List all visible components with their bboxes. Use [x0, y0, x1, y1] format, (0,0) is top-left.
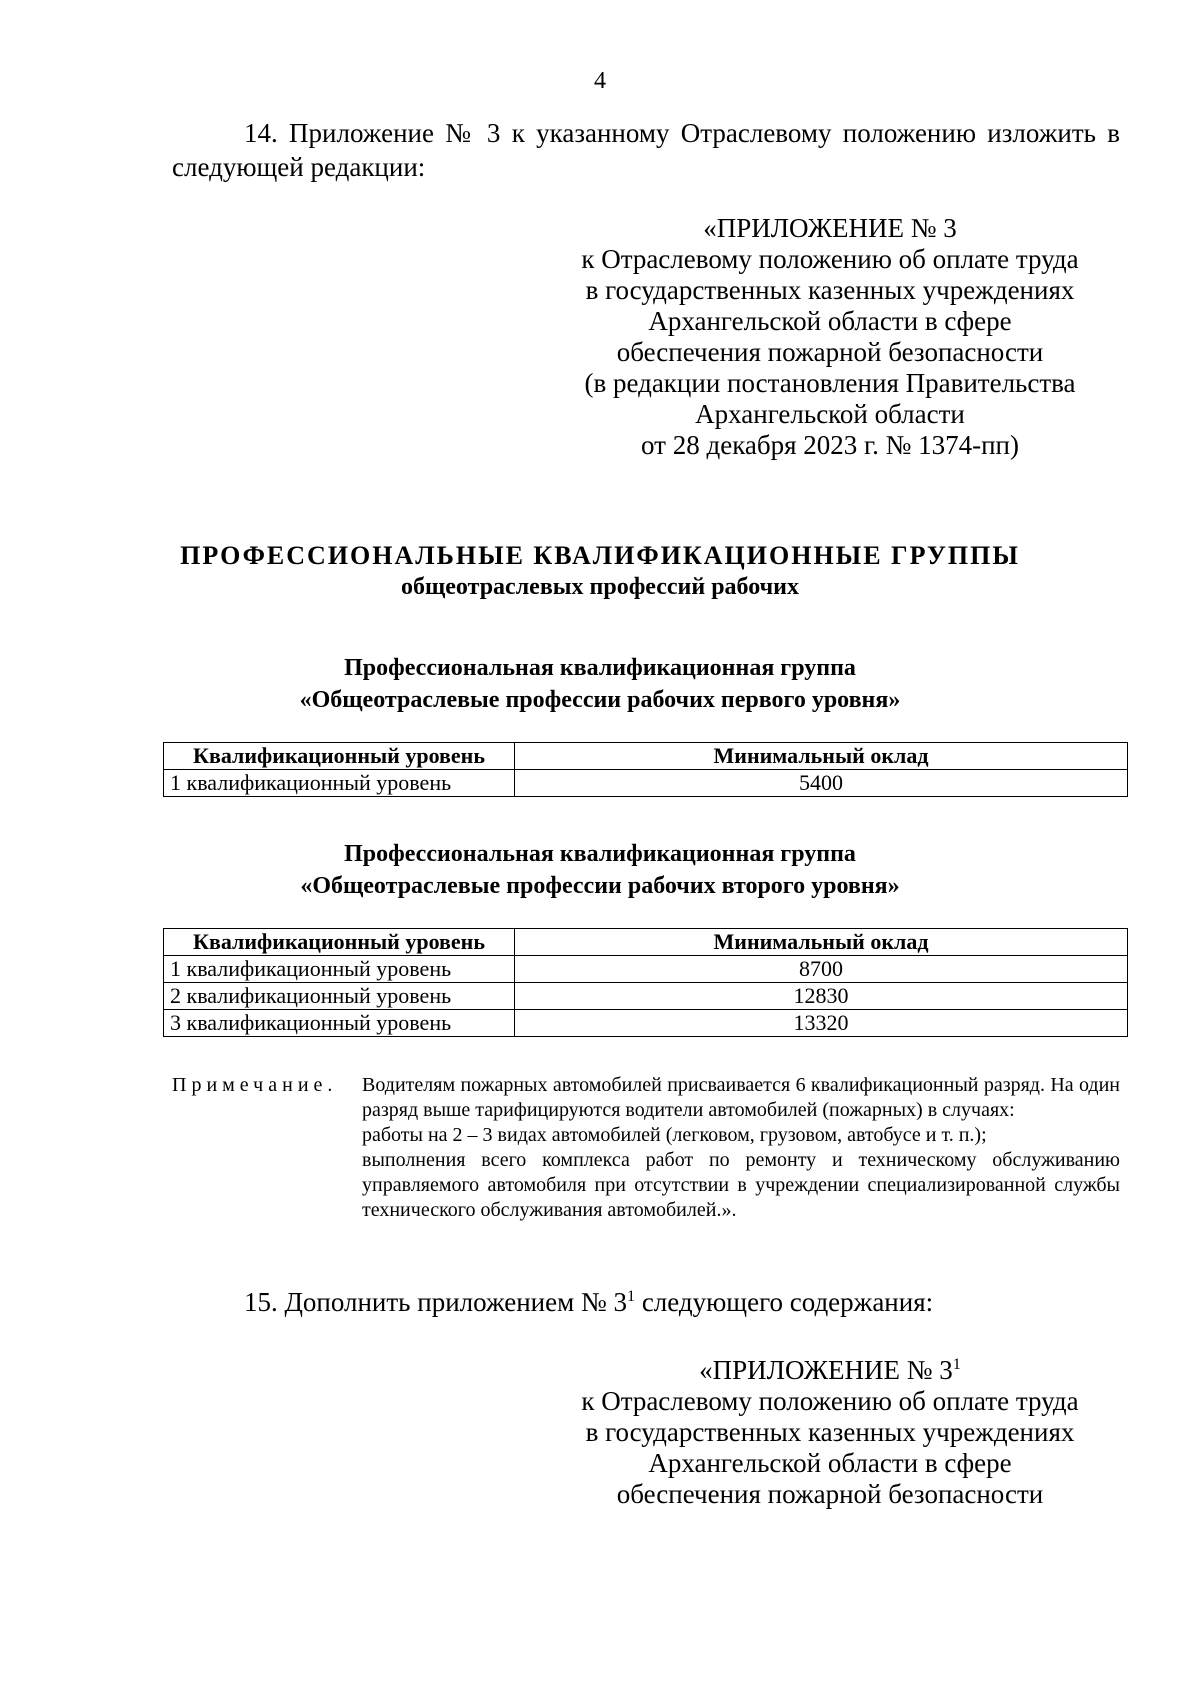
cell-salary: 12830 — [515, 983, 1128, 1010]
item-15-text-end: следующего содержания: — [635, 1287, 934, 1317]
appendix-3-line: Архангельской области в сфере — [648, 306, 1012, 336]
appendix-3-line: в государственных казенных учреждениях — [585, 275, 1075, 305]
note-paragraph: Водителям пожарных автомобилей присваивается 6 квалификационный разряд. На один разряд выше тарифицируются водители автомобилей (пожарных) в случаях: — [362, 1074, 1120, 1121]
group-2-title — [0, 838, 1200, 902]
appendix-3-1-first-line — [560, 1355, 1100, 1386]
note-paragraph: работы на 2 – 3 видах автомобилей (легковом, грузовом, автобусе и т. п.); — [362, 1124, 987, 1146]
note-body — [362, 1073, 1120, 1223]
appendix-3-line: (в редакции постановления Правительства — [584, 368, 1076, 398]
appendix-3-1-title: «ПРИЛОЖЕНИЕ № 3 — [699, 1355, 953, 1385]
table-row — [164, 770, 1128, 797]
appendix-3-1-line: Архангельской области в сфере — [648, 1448, 1012, 1478]
appendix-3-header — [560, 213, 1100, 461]
table-header-row — [164, 929, 1128, 956]
cell-level: 1 квалификационный уровень — [164, 956, 515, 983]
cell-level: 2 квалификационный уровень — [164, 983, 515, 1010]
note-label: Примечание. — [172, 1074, 338, 1096]
appendix-3-1-line: в государственных казенных учреждениях — [585, 1417, 1075, 1447]
appendix-3-1-header — [560, 1355, 1100, 1510]
appendix-3-1-superscript: 1 — [952, 1355, 961, 1373]
appendix-3-1-line: к Отраслевому положению об оплате труда — [581, 1386, 1079, 1416]
table-row — [164, 956, 1128, 983]
page-number: 4 — [594, 68, 606, 94]
group-1-title-line: «Общеотраслевые профессии рабочих первого уровня» — [299, 687, 901, 713]
group-1-table — [163, 742, 1128, 797]
appendix-3-line: обеспечения пожарной безопасности — [616, 337, 1044, 367]
table-row — [164, 983, 1128, 1010]
header-level: Квалификационный уровень — [164, 929, 515, 956]
cell-salary: 8700 — [515, 956, 1128, 983]
appendix-3-line: «ПРИЛОЖЕНИЕ № 3 — [703, 213, 957, 243]
appendix-3-line: от 28 декабря 2023 г. № 1374-пп) — [641, 430, 1019, 460]
cell-salary: 13320 — [515, 1010, 1128, 1037]
item-15-text: 15. Дополнить приложением № 3 — [244, 1287, 627, 1317]
group-2-table — [163, 928, 1128, 1037]
group-1-title-line: Профессиональная квалификационная группа — [344, 655, 856, 681]
item-15-paragraph — [244, 1287, 933, 1318]
appendix-3-1-line: обеспечения пожарной безопасности — [616, 1479, 1044, 1509]
item-14-paragraph: 14. Приложение № 3 к указанному Отраслевому положению изложить в следующей редакции: — [172, 118, 1120, 182]
note-paragraph: выполнения всего комплекса работ по ремонту и техническому обслуживанию управляемого автомобиля при отсутствии в учреждении специализированной службы технического обслуживания автомобилей.». — [362, 1149, 1120, 1221]
cell-level: 3 квалификационный уровень — [164, 1010, 515, 1037]
appendix-3-line: к Отраслевому положению об оплате труда — [581, 244, 1079, 274]
main-heading — [0, 540, 1200, 602]
item-15-superscript: 1 — [626, 1287, 636, 1305]
table-header-row — [164, 743, 1128, 770]
group-2-title-line: «Общеотраслевые профессии рабочих второго уровня» — [300, 873, 900, 899]
cell-level: 1 квалификационный уровень — [164, 770, 515, 797]
group-1-title — [0, 652, 1200, 716]
header-salary: Минимальный оклад — [515, 929, 1128, 956]
main-heading-title: ПРОФЕССИОНАЛЬНЫЕ КВАЛИФИКАЦИОННЫЕ ГРУППЫ — [180, 541, 1020, 570]
header-salary: Минимальный оклад — [515, 743, 1128, 770]
cell-salary: 5400 — [515, 770, 1128, 797]
main-heading-subtitle: общеотраслевых профессий рабочих — [401, 574, 799, 600]
header-level: Квалификационный уровень — [164, 743, 515, 770]
appendix-3-line: Архангельской области — [695, 399, 965, 429]
group-2-title-line: Профессиональная квалификационная группа — [344, 841, 856, 867]
table-row — [164, 1010, 1128, 1037]
note-block — [172, 1073, 1120, 1223]
